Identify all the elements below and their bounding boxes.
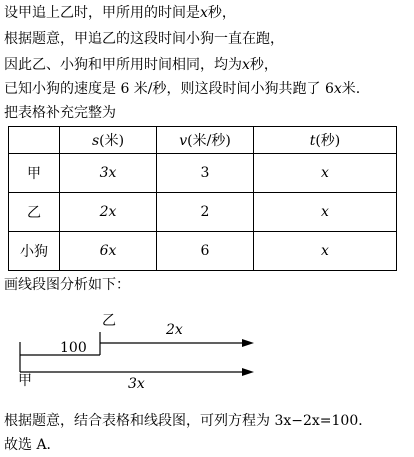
cell-t: x xyxy=(254,232,397,271)
label-2x: 2x xyxy=(166,322,183,338)
row-label: 乙 xyxy=(9,193,60,232)
cell-v: 3 xyxy=(157,154,254,193)
cell-t: x xyxy=(254,193,397,232)
table-header-cell: v(米/秒) xyxy=(157,127,254,154)
text-line-5: 把表格补充完整为 xyxy=(4,105,116,121)
cell-s: 3x xyxy=(60,154,157,193)
text-line-4: 已知小狗的速度是 6 米/秒，则这段时间小狗共跑了 6x米. xyxy=(4,81,361,97)
table-header-row xyxy=(9,127,397,154)
table-header-cell xyxy=(9,127,60,154)
cell-v: 2 xyxy=(157,193,254,232)
table-header-cell: s(米) xyxy=(60,127,157,154)
cell-v: 6 xyxy=(157,232,254,271)
text-line-2: 根据题意，甲追乙的这段时间小狗一直在跑， xyxy=(4,31,284,47)
text-line-3: 因此乙、小狗和甲所用时间相同，均为x秒， xyxy=(4,57,278,73)
arrow-3x-head xyxy=(242,368,254,376)
table-header-cell: t(秒) xyxy=(254,127,397,154)
conclusion-line-1: 根据题意，结合表格和线段图，可列方程为 3x−2x=100． xyxy=(4,413,373,429)
label-3x: 3x xyxy=(128,376,145,392)
table-row xyxy=(9,232,397,271)
table-row xyxy=(9,154,397,193)
arrow-2x-head xyxy=(242,339,254,347)
speed-table xyxy=(8,126,397,271)
table-row xyxy=(9,193,397,232)
text-line-1: 设甲追上乙时，甲所用的时间是x秒， xyxy=(4,5,236,21)
diagram-intro: 画线段图分析如下： xyxy=(4,277,130,293)
cell-s: 6x xyxy=(60,232,157,271)
label-yi: 乙 xyxy=(102,313,116,329)
row-label: 甲 xyxy=(9,154,60,193)
row-label: 小狗 xyxy=(9,232,60,271)
cell-t: x xyxy=(254,154,397,193)
cell-s: 2x xyxy=(60,193,157,232)
label-100: 100 xyxy=(60,340,87,356)
label-jia: 甲 xyxy=(18,373,32,389)
conclusion-line-2: 故选 A． xyxy=(4,437,61,453)
